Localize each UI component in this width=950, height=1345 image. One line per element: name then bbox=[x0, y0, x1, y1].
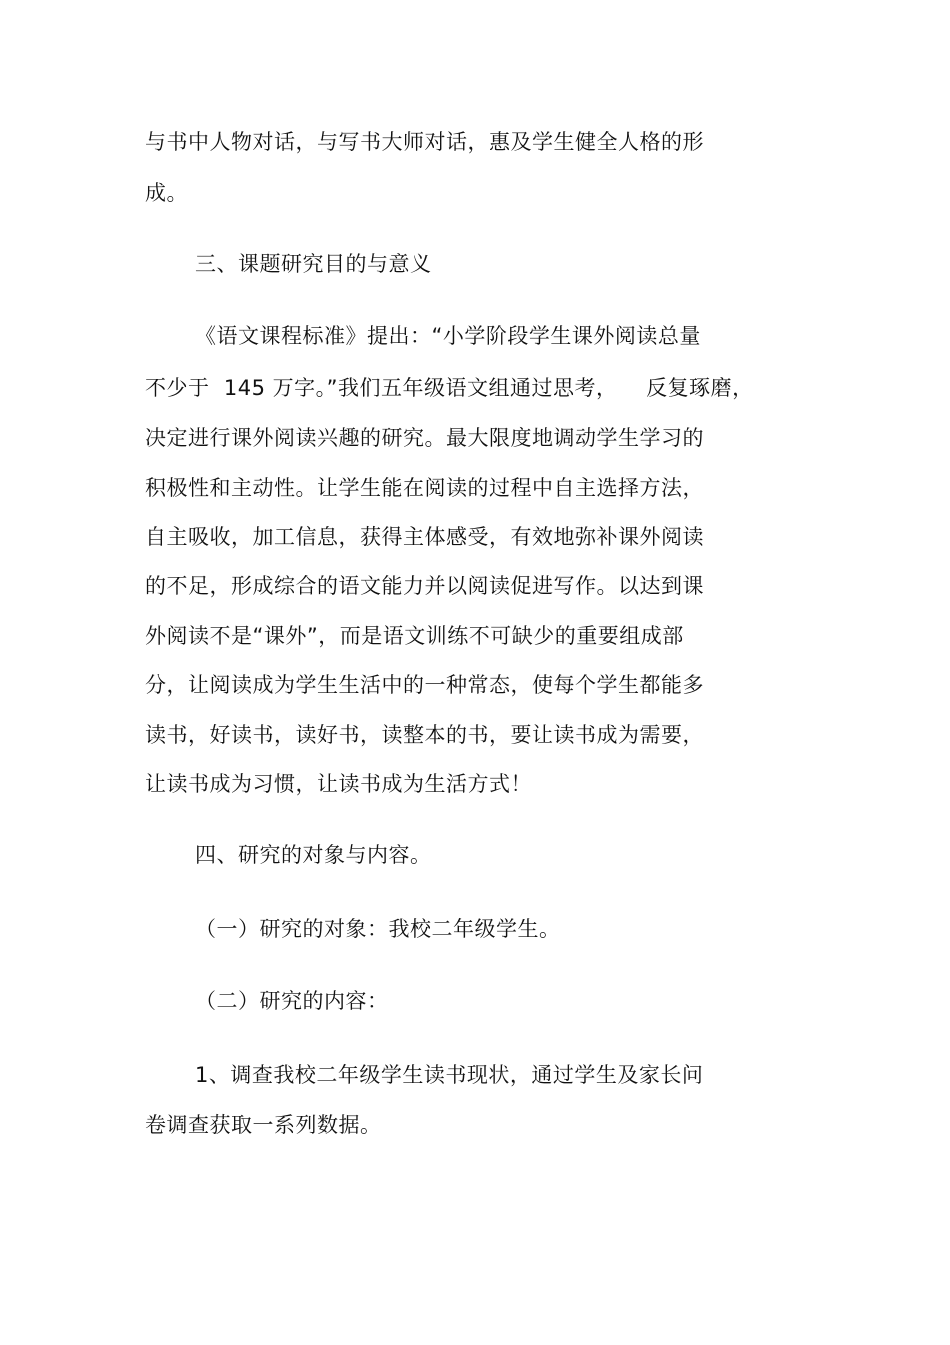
paragraph-line: 让读书成为习惯，让读书成为生活方式！ bbox=[145, 772, 532, 796]
subsection-heading-1: （一）研究的对象：我校二年级学生。 bbox=[195, 917, 561, 941]
paragraph-line: 决定进行课外阅读兴趣的研究。最大限度地调动学生学习的 bbox=[145, 426, 704, 450]
subsection-heading-2: （二）研究的内容： bbox=[195, 989, 389, 1013]
paragraph-line: 分，让阅读成为学生生活中的一种常态，使每个学生都能多 bbox=[145, 673, 704, 697]
section-heading-3: 三、课题研究目的与意义 bbox=[195, 252, 432, 276]
paragraph-line: 积极性和主动性。让学生能在阅读的过程中自主选择方法， bbox=[145, 476, 704, 500]
paragraph-line: 自主吸收，加工信息，获得主体感受，有效地弥补课外阅读 bbox=[145, 525, 704, 549]
paragraph-line: 《语文课程标准》提出：“小学阶段学生课外阅读总量 bbox=[195, 324, 701, 348]
list-item-1: 1、调查我校二年级学生读书现状，通过学生及家长问 bbox=[195, 1063, 704, 1087]
paragraph-line: 不少于 145 万字。”我们五年级语文组通过思考， 反复琢磨， bbox=[145, 376, 754, 400]
paragraph-line: 卷调查获取一系列数据。 bbox=[145, 1113, 382, 1137]
paragraph-line: 与书中人物对话，与写书大师对话，惠及学生健全人格的形 bbox=[145, 130, 704, 154]
paragraph-line: 读书，好读书，读好书，读整本的书，要让读书成为需要， bbox=[145, 723, 704, 747]
paragraph-line: 成。 bbox=[145, 181, 188, 205]
section-heading-4: 四、研究的对象与内容。 bbox=[195, 843, 432, 867]
paragraph-line: 外阅读不是“课外”，而是语文训练不可缺少的重要组成部 bbox=[145, 624, 684, 648]
paragraph-line: 的不足，形成综合的语文能力并以阅读促进写作。以达到课 bbox=[145, 574, 704, 598]
